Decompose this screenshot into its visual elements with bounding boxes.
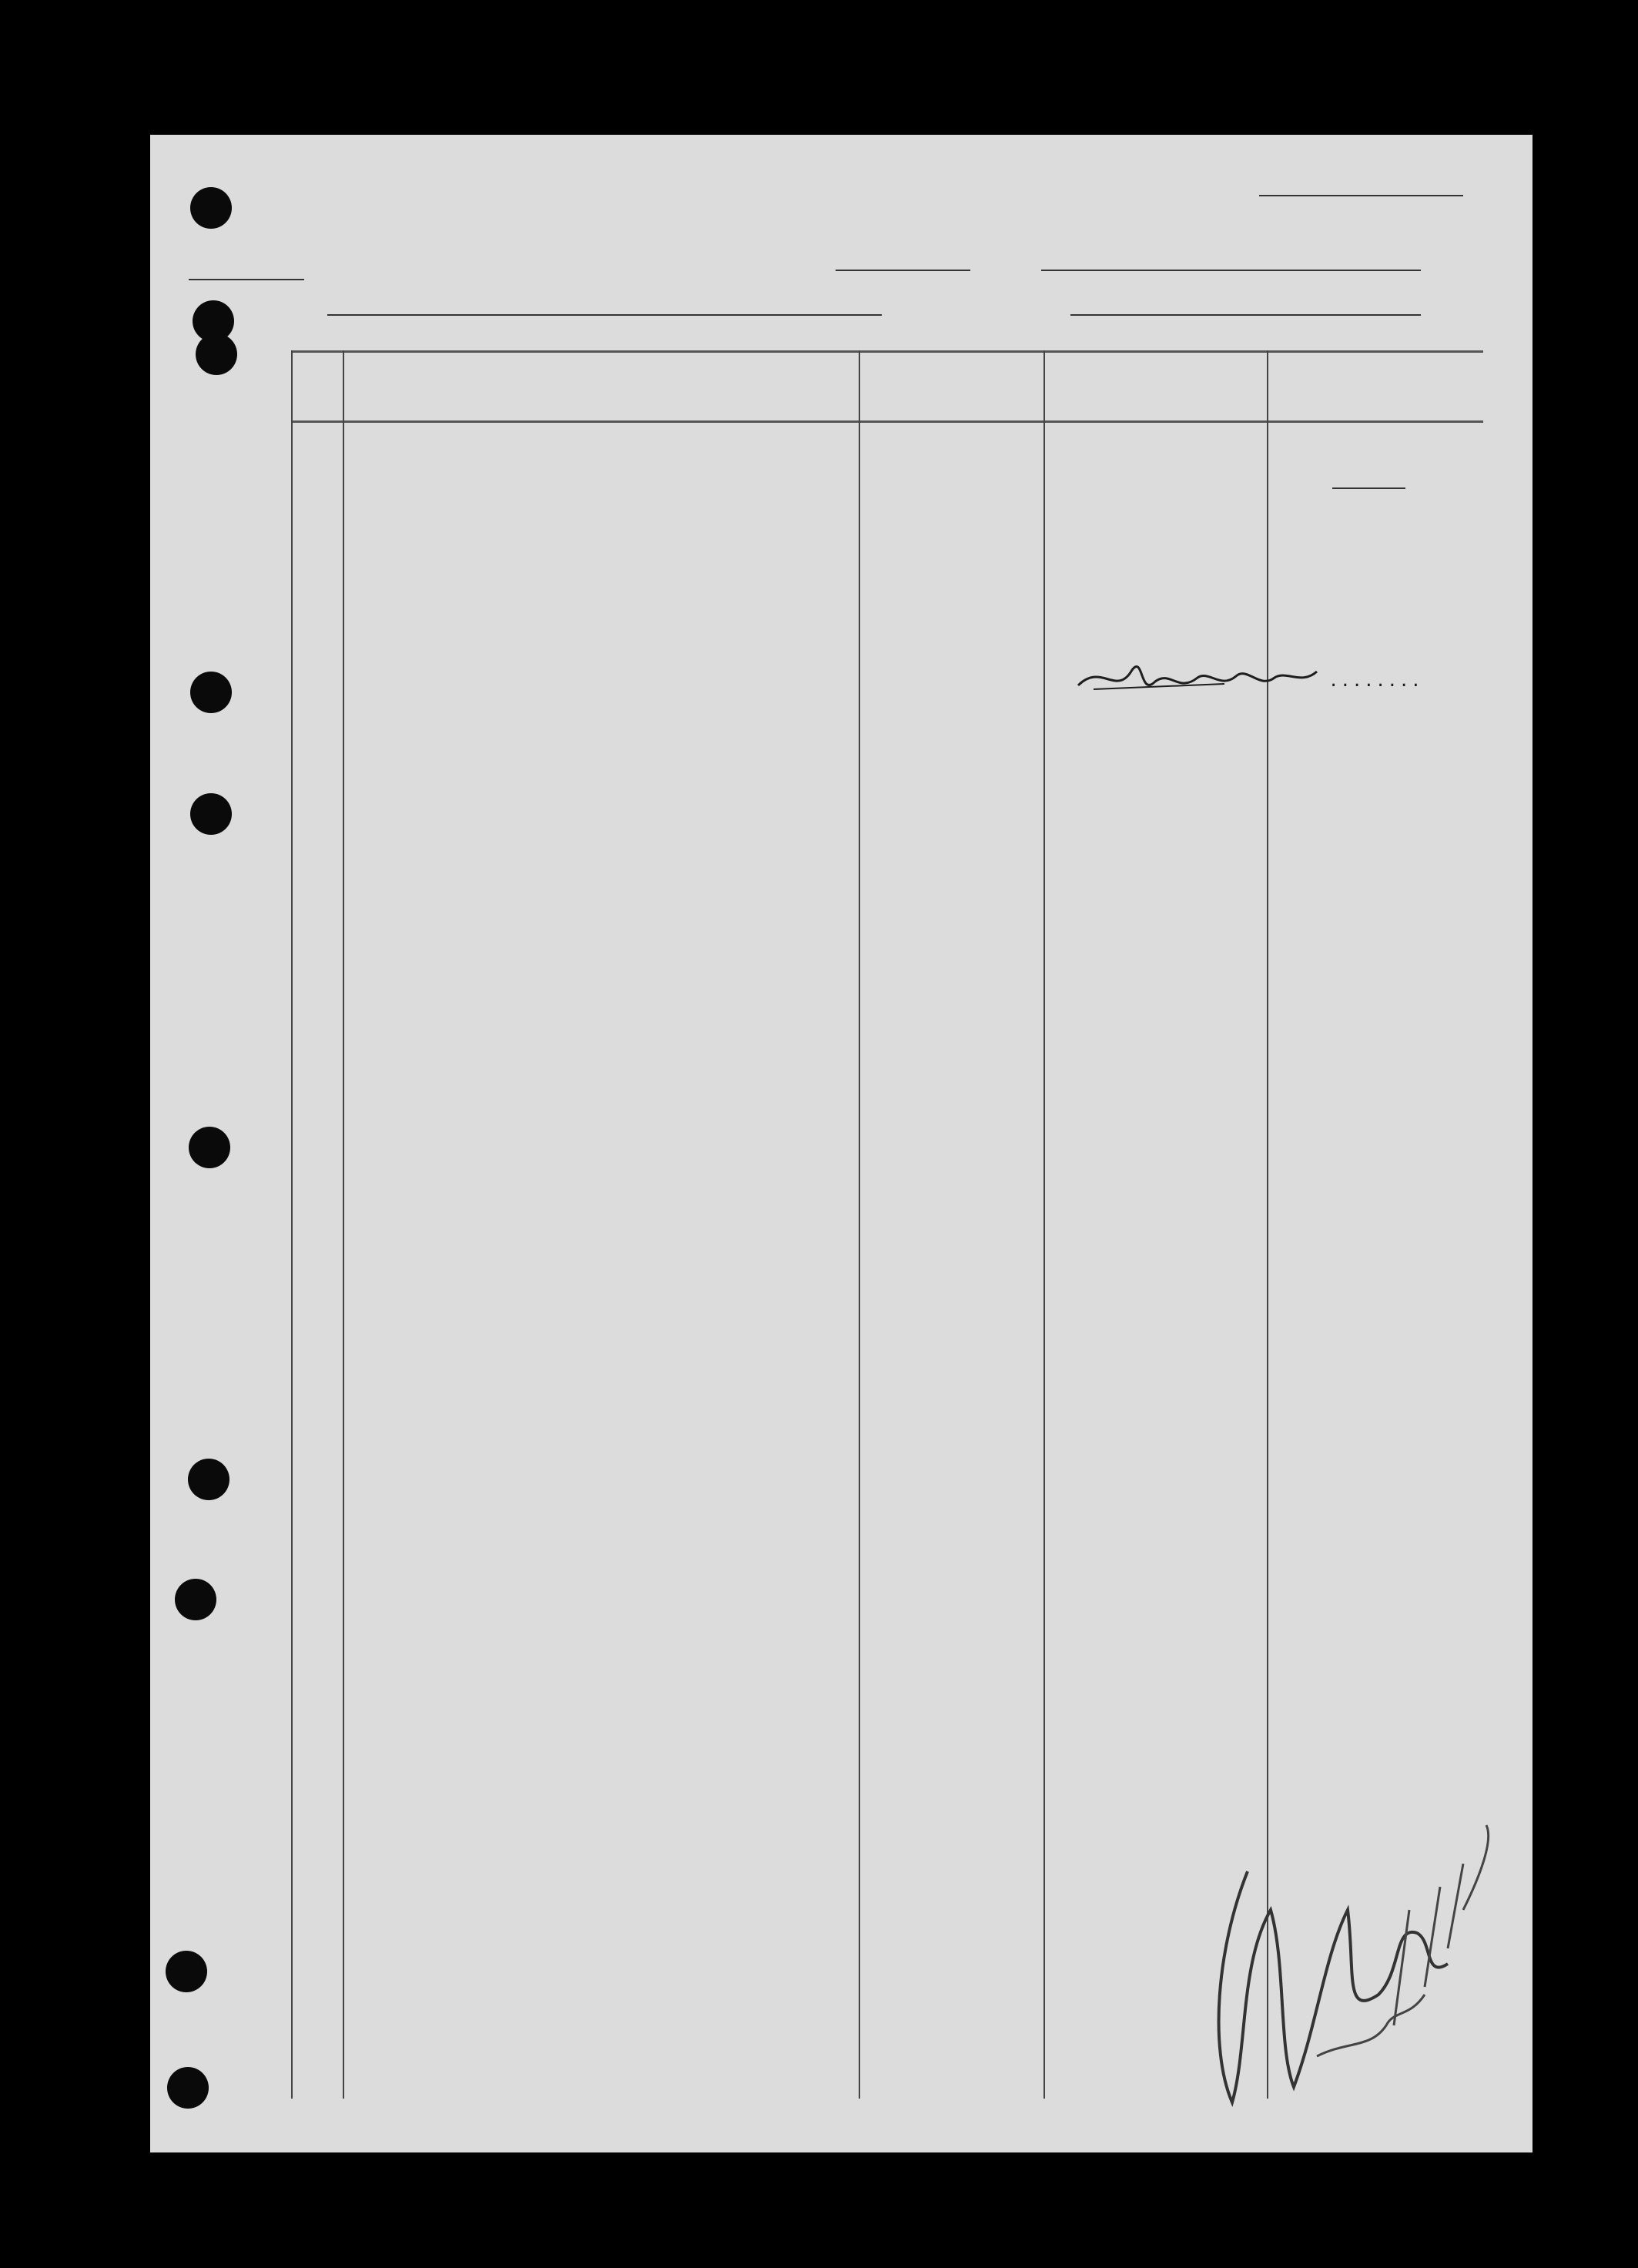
inspector-signature [1201, 1794, 1509, 2122]
note-306-strike [1332, 487, 1405, 489]
vessel-underline [327, 314, 882, 316]
date-underline [1255, 270, 1421, 271]
header-bottom-border [291, 420, 1483, 423]
purser-signature [1070, 655, 1340, 705]
manifest-number-underline [1259, 195, 1463, 196]
punch-hole [190, 187, 232, 229]
punch-hole [167, 2067, 209, 2109]
table-top-border [291, 350, 1483, 353]
punch-hole [175, 1579, 216, 1620]
arrival-port-underline [1070, 314, 1263, 316]
punch-hole [196, 333, 237, 375]
punch-hole [188, 1459, 229, 1500]
arrival-date-underline [1255, 314, 1421, 316]
punch-hole [189, 1127, 230, 1168]
from-underline [1041, 270, 1263, 271]
transit-underline [189, 279, 304, 280]
punch-hole [166, 1951, 207, 1992]
doc-divider [1043, 350, 1045, 2099]
line-no-divider [343, 350, 344, 2099]
name-divider [859, 350, 860, 2099]
purser-dots: ........ [1328, 672, 1422, 691]
punch-hole [190, 672, 232, 713]
class-underline [836, 270, 970, 271]
punch-hole [190, 793, 232, 835]
table-left-border [291, 350, 293, 2099]
